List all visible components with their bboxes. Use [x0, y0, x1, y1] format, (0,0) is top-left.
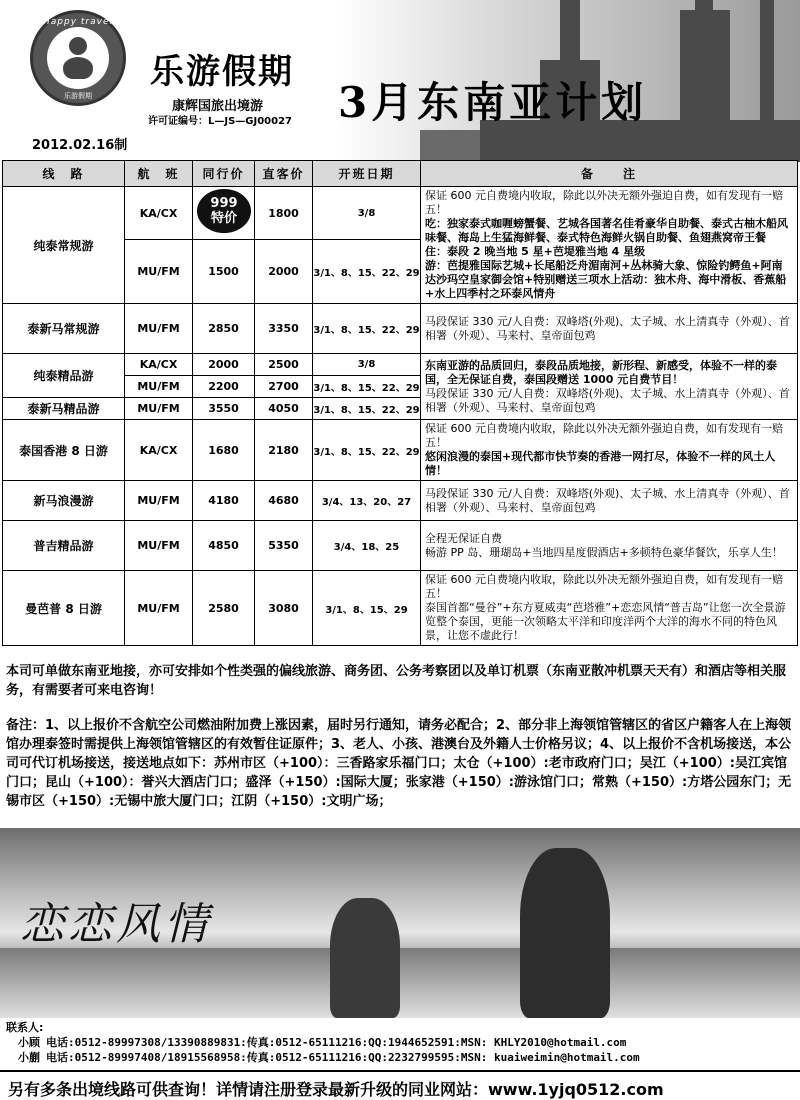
dates-cell: 3/1、8、15、22、29 [313, 398, 421, 420]
route-cell: 纯泰常规游 [3, 187, 125, 304]
route-cell: 纯泰精品游 [3, 354, 125, 398]
notes-cell [421, 571, 798, 646]
contact-name: 小蒯 [18, 1051, 40, 1064]
direct-price-cell: 2180 [255, 420, 313, 481]
flight-cell: KA/CX [125, 187, 193, 240]
flight-cell: MU/FM [125, 521, 193, 571]
route-cell: 泰新马常规游 [3, 304, 125, 354]
flight-cell: KA/CX [125, 354, 193, 376]
note-text: 保证 600 元自费境内收取，除此以外决无额外强迫自费，如有发现有一赔五！ [425, 573, 783, 600]
man-figure [520, 848, 610, 1018]
col-peer-price: 同行价 [193, 161, 255, 187]
peer-price-cell: 2850 [193, 304, 255, 354]
dates-cell: 3/4、18、25 [313, 521, 421, 571]
direct-price-cell: 3350 [255, 304, 313, 354]
badge-number: 999 [210, 196, 238, 211]
logo-top-text: Happy travel [42, 17, 113, 27]
flight-cell: MU/FM [125, 481, 193, 521]
page-title: 3月东南亚计划 [338, 78, 648, 127]
woman-figure [330, 898, 400, 1018]
peer-price-cell: 4850 [193, 521, 255, 571]
note-text: 马段保证 330 元/人自费：双峰塔(外观)、太子城、水上清真寺（外观）、首相署（外观）、马来村、皇帝面包鸡 [425, 314, 790, 342]
flight-cell: MU/FM [125, 398, 193, 420]
contact-name: 小顾 [18, 1036, 40, 1049]
peer-price-cell: 1680 [193, 420, 255, 481]
table-row [3, 420, 798, 481]
price-table [2, 160, 798, 646]
route-cell: 新马浪漫游 [3, 481, 125, 521]
direct-price-cell: 2000 [255, 240, 313, 304]
col-dates: 开班日期 [313, 161, 421, 187]
dates-cell: 3/8 [313, 354, 421, 376]
col-route: 线 路 [3, 161, 125, 187]
note-text: 保证 600 元自费境内收取，除此以外决无额外强迫自费，如有发现有一赔五！ [425, 189, 783, 216]
brand-name: 乐游假期 [150, 52, 294, 92]
route-cell: 泰新马精品游 [3, 398, 125, 420]
dates-cell: 3/4、13、20、27 [313, 481, 421, 521]
table-header-row [3, 161, 798, 187]
sea-image [0, 948, 800, 1018]
note-text: 马段保证 330 元/人自费：双峰塔(外观)、太子城、水上清真寺（外观）、首相署（外观）、马来村、皇帝面包鸡 [425, 386, 790, 414]
contact-line: 电话:0512-89997408/18915568958:传真:0512-65111216:QQ:2232799595:MSN: kuaiweimin@hotmail.com [46, 1051, 640, 1064]
flight-cell: MU/FM [125, 571, 193, 646]
direct-price-cell: 4680 [255, 481, 313, 521]
note-text: 保证 600 元自费境内收取，除此以外决无额外强迫自费，如有发现有一赔五！ [425, 422, 783, 449]
logo [30, 10, 126, 106]
table-row [3, 187, 798, 240]
direct-price-cell: 4050 [255, 398, 313, 420]
contact-line: 电话:0512-89997308/13390889831:传真:0512-65111216:QQ:1944652591:MSN: KHLY2010@hotmail.com [46, 1036, 627, 1049]
footer-banner: 另有多条出境线路可供查询！详情请注册登录最新升级的同业网站：www.1yjq0512.com [0, 1070, 800, 1100]
peer-price-cell: 3550 [193, 398, 255, 420]
col-direct-price: 直客价 [255, 161, 313, 187]
badge-label: 特价 [210, 211, 237, 226]
note-text: 吃：独家泰式咖喱螃蟹餐、艺城各国著名佳肴豪华自助餐、泰式古柚木船风味餐、海岛上生猛海鲜餐、泰式特色海鲜火锅自助餐、鱼翅燕窝帝王餐 [425, 217, 788, 244]
route-cell: 普吉精品游 [3, 521, 125, 571]
logo-bottom-text: 乐游假期 [64, 92, 92, 100]
direct-price-cell: 3080 [255, 571, 313, 646]
peer-price-cell: 2000 [193, 354, 255, 376]
note-text: 东南亚游的品质回归，泰段品质地接，新形程、新感受，体验不一样的泰国，全无保证自费，泰国段赠送 1000 元自费节目！ [425, 358, 777, 386]
contacts [6, 1020, 796, 1065]
table-row [3, 521, 798, 571]
direct-price-cell: 2700 [255, 376, 313, 398]
flight-cell: MU/FM [125, 240, 193, 304]
flight-cell: MU/FM [125, 304, 193, 354]
table-row [3, 571, 798, 646]
dates-cell: 3/1、8、15、22、29 [313, 240, 421, 304]
notes-cell [421, 187, 798, 304]
beach-photo [0, 828, 800, 1018]
peer-price-cell: 1500 [193, 240, 255, 304]
note-text: 住：泰段 2 晚当地 5 星+芭堤雅当地 4 星级 [425, 245, 646, 258]
dates-cell: 3/1、8、15、22、29 [313, 376, 421, 398]
note-text: 游：芭提雅国际艺城+长尾船泛舟湄南河+丛林骑大象、惊险钓鳄鱼+阿南达沙玛空皇家御会馆+特别赠送三项水上活动：独木舟、海中滑板、香蕉船+水上四季村之环泰风情舟 [425, 259, 787, 300]
flight-cell: KA/CX [125, 420, 193, 481]
dates-cell: 3/8 [313, 187, 421, 240]
photo-title: 恋恋风情 [20, 899, 212, 950]
remarks: 备注：1、以上报价不含航空公司燃油附加费上涨因素，届时另行通知，请务必配合；2、部分非上海领馆管辖区的省区户籍客人在上海领馆办理泰签时需提供上海领馆管辖区的有效暂住证原件；3、老人、小孩、港澳台及外籍人士价格另议；4、以上报价不含机场接送，本公司可代订机场接送，接送地点如下：苏州市区（+100）：三香路家乐福门口；太仓（+100）:老市政府门口；吴江（+100）:吴江宾馆门口；昆山（+100）：誉兴大酒店门口；盛泽（+150）:国际大厦；张家港（+150）:游泳馆门口；常熟（+150）:方塔公园东门；无锡市区（+150）:无锡中旅大厦门口；江阴（+150）:文明广场； [6, 718, 792, 809]
made-date: 2012.02.16制 [32, 138, 128, 153]
peer-price-cell: 4180 [193, 481, 255, 521]
header [0, 0, 800, 162]
service-intro: 本司可单做东南亚地接，亦可安排如个性类强的偏线旅游、商务团、公务考察团以及单订机票（东南亚散冲机票天天有）和酒店等相关服务，有需要者可来电咨询！ [6, 664, 787, 698]
note-text: 马段保证 330 元/人自费：双峰塔(外观)、太子城、水上清真寺（外观）、首相署（外观）、马来村、皇帝面包鸡 [425, 486, 790, 514]
note-text: 畅游 PP 岛、珊瑚岛+当地四星度假酒店+多顿特色豪华餐饮，乐享人生！ [425, 545, 783, 559]
flight-cell: MU/FM [125, 376, 193, 398]
license-number: 许可证编号：L—JS—GJ00027 [148, 116, 293, 127]
dates-cell: 3/1、8、15、22、29 [313, 420, 421, 481]
peer-price-cell: 2200 [193, 376, 255, 398]
note-text: 全程无保证自费 [425, 531, 502, 545]
col-notes: 备 注 [421, 161, 798, 187]
notes-cell [421, 420, 798, 481]
route-cell: 泰国香港 8 日游 [3, 420, 125, 481]
notes-cell [421, 354, 798, 420]
note-text: 悠闲浪漫的泰国+现代都市快节奏的香港一网打尽，体验不一样的风土人情！ [425, 450, 776, 477]
table-row [3, 304, 798, 354]
notes-cell [421, 304, 798, 354]
col-flight: 航 班 [125, 161, 193, 187]
peer-price-cell: 2580 [193, 571, 255, 646]
notes-cell [421, 481, 798, 521]
table-row [3, 481, 798, 521]
dates-cell: 3/1、8、15、29 [313, 571, 421, 646]
contacts-label: 联系人: [6, 1021, 44, 1034]
direct-price-cell: 5350 [255, 521, 313, 571]
direct-price-cell: 1800 [255, 187, 313, 240]
note-text: 泰国首都“曼谷”+东方夏威夷“芭塔雅”+恋恋风情“普吉岛”让您一次全景游览整个泰国，更能一次领略太平洋和印度洋两个大洋的海水不同的特色风景，让您不虚此行！ [425, 601, 786, 642]
dates-cell: 3/1、8、15、22、29 [313, 304, 421, 354]
peer-price-cell [193, 187, 255, 240]
company-name: 康辉国旅出境游 [172, 99, 264, 114]
special-price-badge [197, 189, 251, 233]
notes-cell [421, 521, 798, 571]
table-row [3, 354, 798, 376]
route-cell: 曼芭普 8 日游 [3, 571, 125, 646]
direct-price-cell: 2500 [255, 354, 313, 376]
